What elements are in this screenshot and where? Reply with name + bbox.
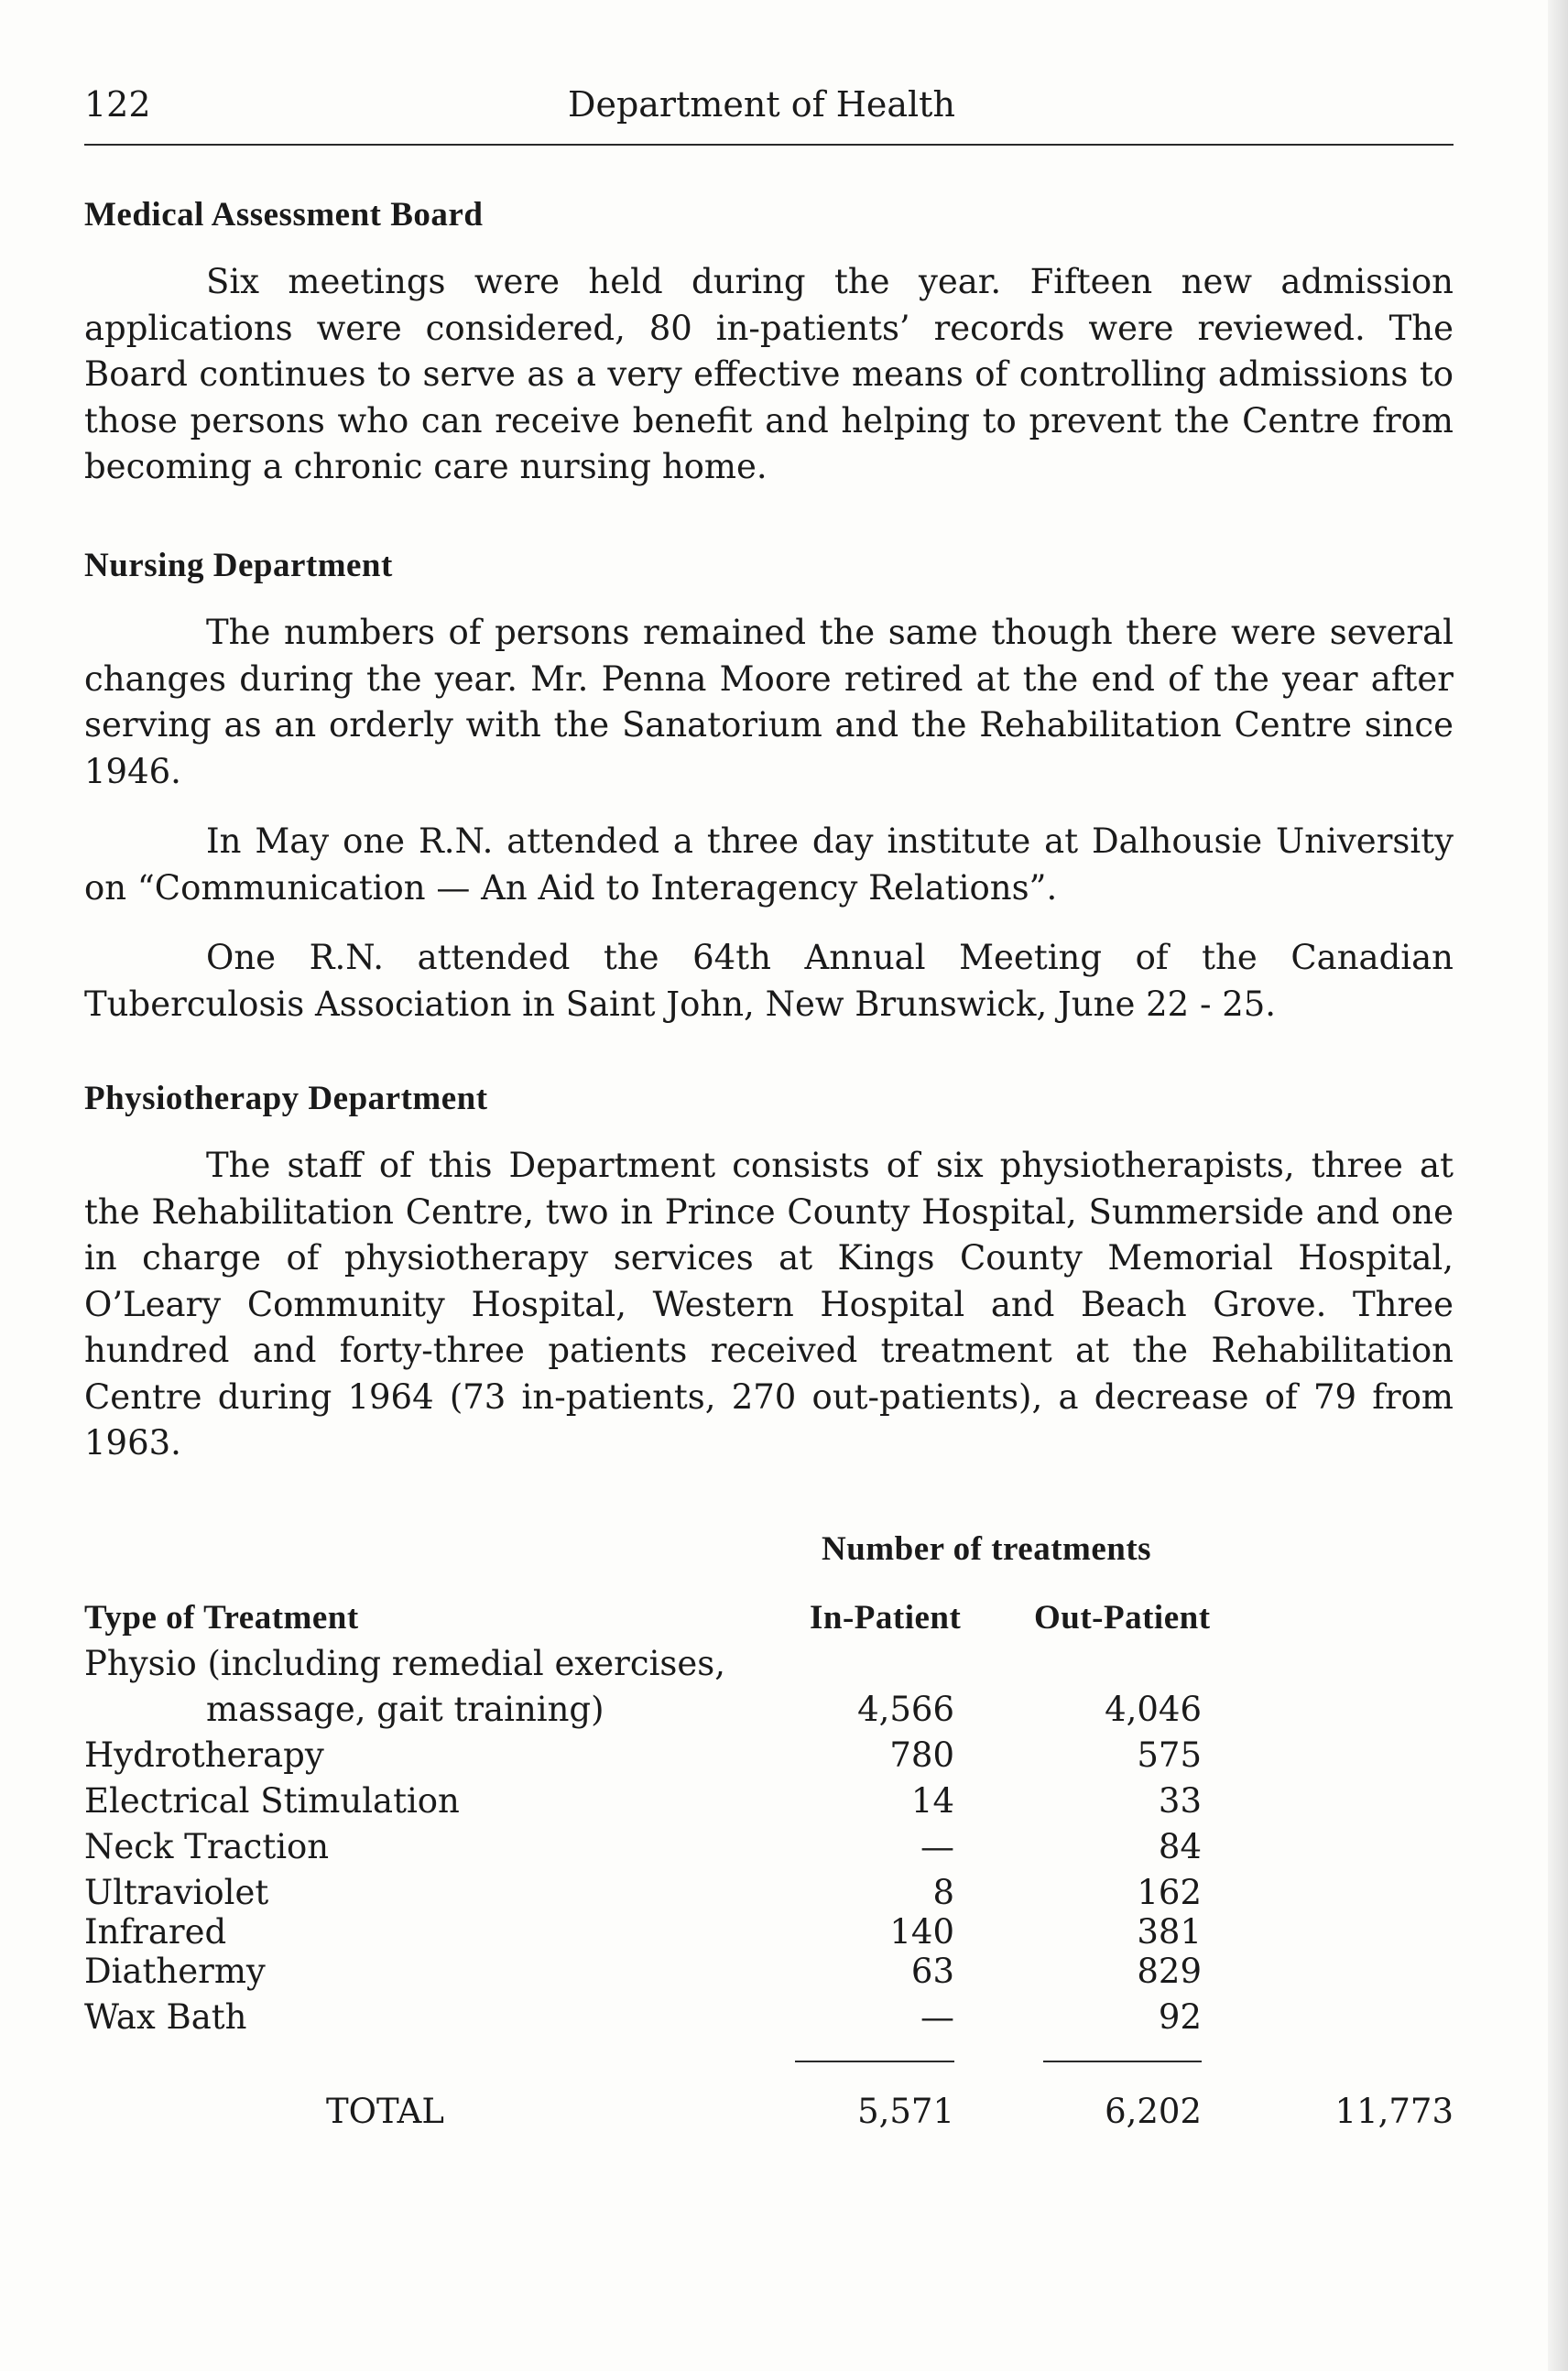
row-type: Hydrotherapy: [84, 1735, 324, 1775]
running-header: [84, 84, 1454, 139]
running-title: Department of Health: [568, 84, 955, 125]
section-heading-medical-assessment-board: Medical Assessment Board: [84, 196, 484, 234]
section-heading-physiotherapy-department: Physiotherapy Department: [84, 1080, 488, 1117]
row-type: Neck Traction: [84, 1827, 330, 1866]
paragraph-physiotherapy: The staff of this Department consists of six physiotherapists, three at the Rehabilitation Centre, two in Prince County Hospital, Summerside and one in charge of physiotherapy services at Kings County Memorial Hospital, O’Leary Community Hospital, Western Hospital and Beach Grove. Three hundred and forty-three patients received treatment at the Rehabilitation Centre during 1964 (73 in-patients, 270 out-patients), a decrease of 79 from 1963.: [84, 1146, 1454, 1463]
row-outpatient: 575: [1137, 1735, 1202, 1775]
paragraph-medical-assessment: Six meetings were held during the year. Fifteen new admission applications were considered, 80 in-patients’ records were reviewed. The Board continues to serve as a very effective means of controlling admissions to those persons who can receive benefit and helping to prevent the Centre from becoming a chronic care nursing home.: [84, 262, 1454, 486]
row-outpatient: 829: [1137, 1952, 1202, 1991]
total-label: TOTAL: [326, 2092, 444, 2131]
total-inpatient: 5,571: [857, 2092, 954, 2131]
treatment-table: [84, 1529, 1454, 2152]
row-outpatient: 84: [1158, 1827, 1202, 1866]
column-header-type: Type of Treatment: [84, 1599, 359, 1637]
row-inpatient: 63: [910, 1952, 954, 1991]
row-outpatient: 4,046: [1105, 1690, 1202, 1729]
row-type: Diathermy: [84, 1952, 266, 1991]
row-outpatient: 33: [1158, 1781, 1202, 1821]
page-edge-shadow: [1548, 0, 1568, 2371]
total-rule-inpatient: [795, 2061, 954, 2062]
page-number: 122: [84, 84, 151, 125]
section-heading-nursing-department: Nursing Department: [84, 547, 393, 584]
row-outpatient: 162: [1137, 1873, 1202, 1912]
row-type: Electrical Stimulation: [84, 1781, 460, 1821]
row-outpatient: 92: [1158, 1997, 1202, 2037]
header-rule: [84, 144, 1454, 146]
row-type: Infrared: [84, 1912, 227, 1952]
row-inpatient: —: [920, 1827, 954, 1866]
row-type: massage, gait training): [206, 1690, 604, 1729]
table-group-header: Number of treatments: [822, 1530, 1152, 1568]
row-inpatient: 780: [889, 1735, 954, 1775]
row-outpatient: 381: [1137, 1912, 1202, 1952]
row-type: Wax Bath: [84, 1997, 247, 2037]
row-type: Ultraviolet: [84, 1873, 269, 1912]
row-type: Physio (including remedial exercises,: [84, 1644, 726, 1683]
column-header-inpatient: In-Patient: [810, 1599, 962, 1637]
paragraph-nursing-1: The numbers of persons remained the same though there were several changes during the year. Mr. Penna Moore retired at the end of the year after serving as an orderly with the Sanatorium and the Rehabilitation Centre since 1946.: [84, 613, 1454, 791]
row-inpatient: 140: [889, 1912, 954, 1952]
row-inpatient: 8: [932, 1873, 954, 1912]
column-header-outpatient: Out-Patient: [1034, 1599, 1211, 1637]
total-grand: 11,773: [1334, 2092, 1454, 2131]
row-inpatient: —: [920, 1997, 954, 2037]
paragraph-nursing-3: One R.N. attended the 64th Annual Meeting of the Canadian Tuberculosis Association in Saint John, New Brunswick, June 22 - 25.: [84, 938, 1454, 1024]
row-inpatient: 14: [910, 1781, 954, 1821]
paragraph-nursing-2: In May one R.N. attended a three day institute at Dalhousie University on “Communication — An Aid to Interagency Relations”.: [84, 821, 1454, 908]
total-outpatient: 6,202: [1105, 2092, 1202, 2131]
row-inpatient: 4,566: [857, 1690, 954, 1729]
total-rule-outpatient: [1043, 2061, 1202, 2062]
